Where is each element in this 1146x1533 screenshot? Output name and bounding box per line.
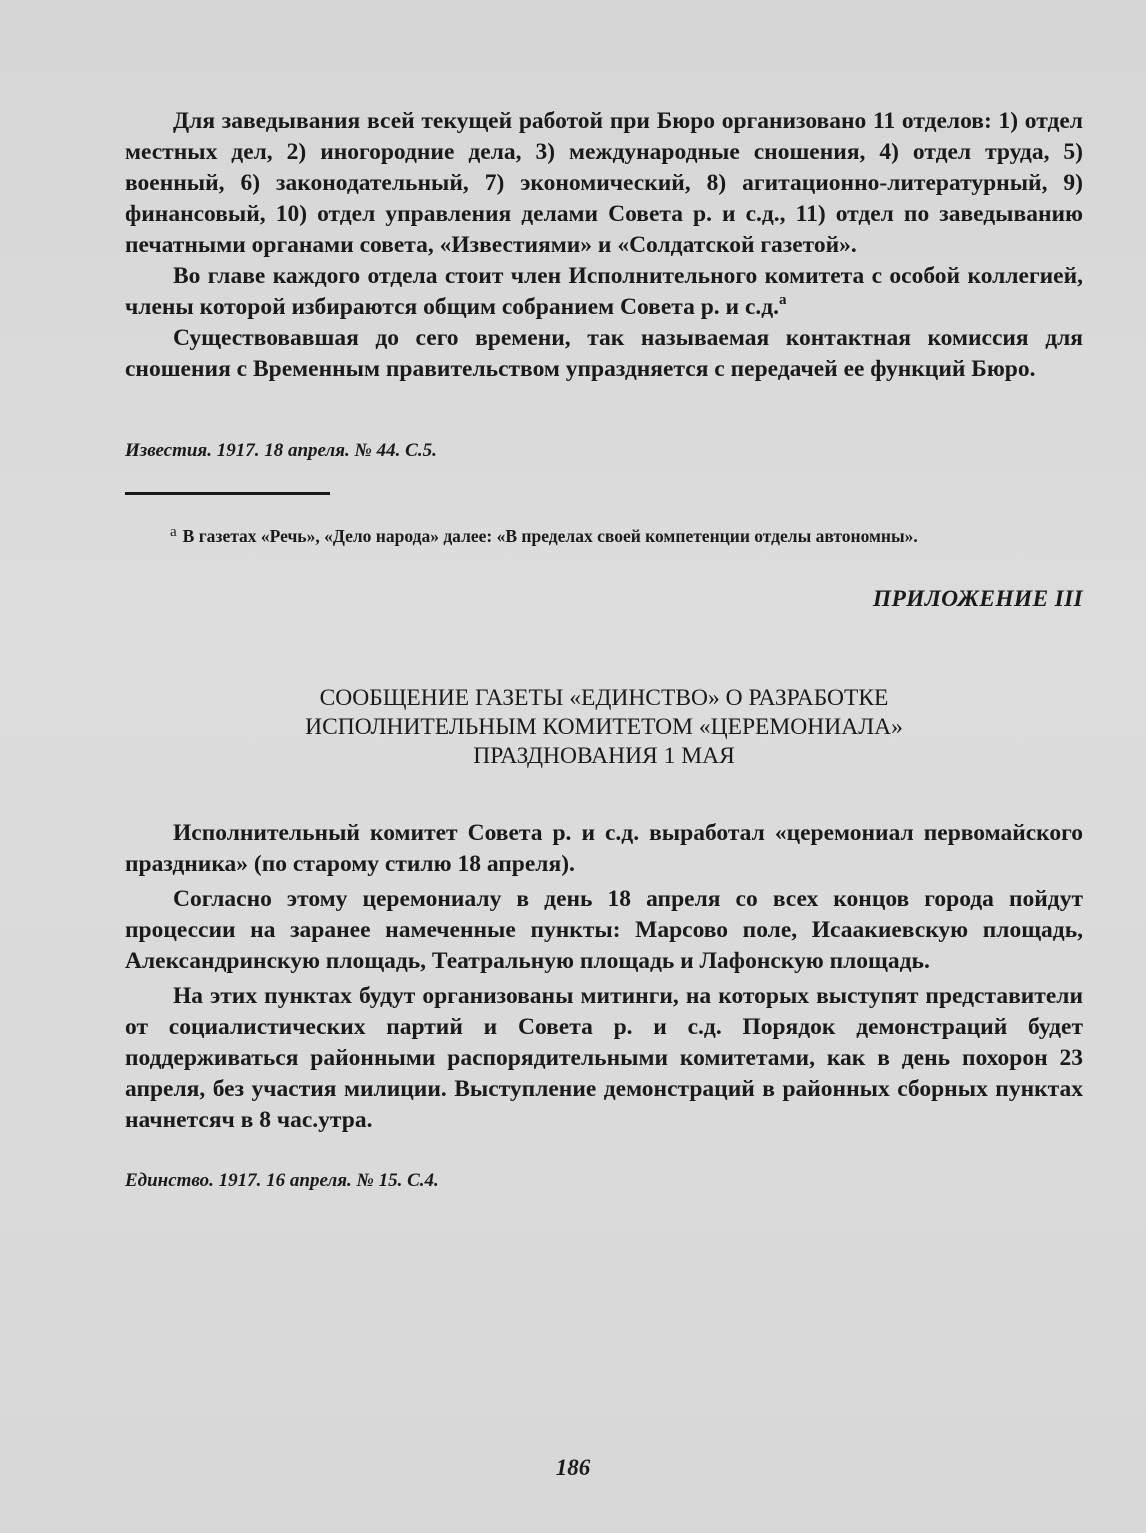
- document-title: [125, 684, 1083, 771]
- document-title-line-1: СООБЩЕНИЕ ГАЗЕТЫ «ЕДИНСТВО» О РАЗРАБОТКЕ: [319, 685, 889, 711]
- footnote-text: В газетах «Речь», «Дело народа» далее: «В пределах своей компетенции отделы автономны».: [182, 526, 918, 546]
- paragraph-departments: Для заведывания всей текущей работой при Бюро организовано 11 отделов: 1) отдел местных дел, 2) иногородние дела, 3) международные сношения, 4) отдел труда, 5) военный, 6) законодательный, 7) экономический, 8) агитационно-литературный, 9) финансовый, 10) отдел управления делами Совета р. и с.д., 11) отдел по заведыванию печатными органами совета, «Известиями» и «Солдатской газетой».: [125, 108, 1083, 258]
- footnote: [170, 524, 918, 547]
- paragraph-department-heads: [125, 261, 1083, 323]
- document-title-line-2: ИСПОЛНИТЕЛЬНЫМ КОМИТЕТОМ «ЦЕРЕМОНИАЛА»: [305, 714, 903, 740]
- paragraph-contact-commission: Существовавшая до сего времени, так называемая контактная комиссия для сношения с Временным правительством упраздняется с передачей ее функций Бюро.: [125, 325, 1083, 382]
- footnote-reference: a: [779, 292, 787, 308]
- footnote-divider: [125, 492, 330, 495]
- page-number: 186: [555, 1455, 591, 1480]
- document-title-line-3: ПРАЗДНОВАНИЯ 1 МАЯ: [473, 743, 735, 769]
- paragraph-processions: Согласно этому церемониалу в день 18 апреля со всех концов города пойдут процессии на заранее намеченные пункты: Марсово поле, Исаакиевскую площадь, Александринскую площадь, Театральную площадь и Лафонскую площадь.: [125, 886, 1083, 974]
- paragraph-meetings: На этих пунктах будут организованы митинги, на которых выступят представители от социалистических партий и Совета р. и с.д. Порядок демонстраций будет поддерживаться районными распорядительными комитетами, как в день похорон 23 апреля, без участия милиции. Выступление демонстраций в районных сборных пунктах начнетсяч в 8 час.утра.: [125, 983, 1083, 1133]
- text-block-bottom: [125, 818, 1083, 1136]
- footnote-mark: a: [170, 524, 177, 540]
- source-citation-izvestia: Известия. 1917. 18 апреля. № 44. С.5.: [125, 440, 437, 461]
- source-citation-edinstvo: Единство. 1917. 16 апреля. № 15. С.4.: [125, 1170, 439, 1191]
- text-block-top: [125, 106, 1083, 385]
- paragraph-department-heads-text: Во главе каждого отдела стоит член Исполнительного комитета с особой коллегией, члены которой избираются общим собранием Совета р. и с.д.: [125, 263, 1083, 320]
- paragraph-ceremonial: Исполнительный комитет Совета р. и с.д. выработал «церемониал первомайского праздника» (по старому стилю 18 апреля).: [125, 820, 1083, 877]
- appendix-label: ПРИЛОЖЕНИЕ III: [872, 586, 1083, 612]
